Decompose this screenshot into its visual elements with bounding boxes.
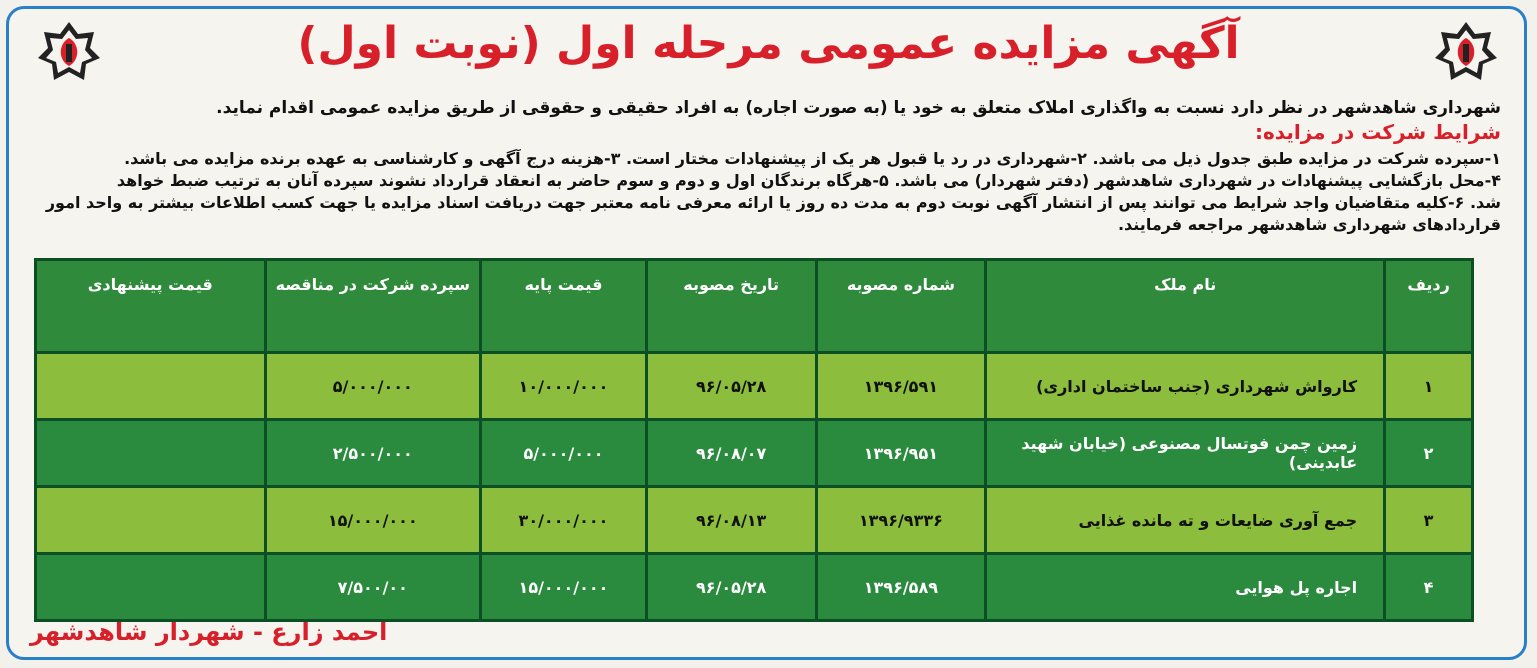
- table-row: [36, 353, 1473, 420]
- cell-deposit: ۵/۰۰۰/۰۰۰: [265, 353, 481, 420]
- header-base-price: قیمت پایه: [481, 260, 647, 353]
- cell-approval-number: ۱۳۹۶/۵۸۹: [816, 554, 986, 621]
- table-row: [36, 420, 1473, 487]
- cell-base-price: ۳۰/۰۰۰/۰۰۰: [481, 487, 647, 554]
- header-approval-number: شماره مصوبه: [816, 260, 986, 353]
- cell-approval-date: ۹۶/۰۸/۰۷: [646, 420, 816, 487]
- cell-offer-price: [36, 420, 266, 487]
- cell-deposit: ۱۵/۰۰۰/۰۰۰: [265, 487, 481, 554]
- cell-row-number: ۲: [1385, 420, 1473, 487]
- header-deposit: سپرده شرکت در مناقصه: [265, 260, 481, 353]
- auction-table: [34, 258, 1474, 622]
- cell-property-name: کارواش شهرداری (جنب ساختمان اداری): [986, 353, 1385, 420]
- condition-line: قراردادهای شهرداری شاهدشهر مراجعه فرمایند.: [1117, 215, 1501, 234]
- table-row: [36, 487, 1473, 554]
- cell-row-number: ۳: [1385, 487, 1473, 554]
- table-row: [36, 554, 1473, 621]
- conditions-heading: شرایط شرکت در مزایده:: [1254, 120, 1501, 144]
- cell-deposit: ۷/۵۰۰/۰۰: [265, 554, 481, 621]
- header-row-number: ردیف: [1385, 260, 1473, 353]
- condition-line: ۱-سپرده شرکت در مزایده طبق جدول ذیل می باشد. ۲-شهرداری در رد یا قبول هر یک از پیشنهادات مختار است. ۳-هزینه درج آگهی و کارشناسی به عهده برنده مزایده می باشد.: [124, 149, 1501, 168]
- cell-approval-number: ۱۳۹۶/۹۳۳۶: [816, 487, 986, 554]
- cell-offer-price: [36, 353, 266, 420]
- conditions-list: [36, 148, 1501, 236]
- table-header-row: [36, 260, 1473, 353]
- condition-line: شد. ۶-کلیه متقاضیان واجد شرایط می توانند پس از انتشار آگهی نوبت دوم به مدت ده روز یا ارائه معرفی نامه معتبر جهت دریافت اسناد مزایده یا جهت کسب اطلاعات بیشتر به واحد امور: [45, 193, 1501, 212]
- intro-text: شهرداری شاهدشهر در نظر دارد نسبت به واگذاری املاک متعلق به خود یا (به صورت اجاره) به افراد حقیقی و حقوقی از طریق مزایده عمومی اقدام نماید.: [216, 98, 1501, 118]
- cell-approval-number: ۱۳۹۶/۹۵۱: [816, 420, 986, 487]
- header-approval-date: تاریخ مصوبه: [646, 260, 816, 353]
- cell-row-number: ۴: [1385, 554, 1473, 621]
- cell-deposit: ۲/۵۰۰/۰۰۰: [265, 420, 481, 487]
- cell-approval-date: ۹۶/۰۸/۱۳: [646, 487, 816, 554]
- cell-row-number: ۱: [1385, 353, 1473, 420]
- header-property-name: نام ملک: [986, 260, 1385, 353]
- cell-offer-price: [36, 554, 266, 621]
- page-title: آگهی مزایده عمومی مرحله اول (نوبت اول): [297, 18, 1240, 69]
- cell-approval-date: ۹۶/۰۵/۲۸: [646, 554, 816, 621]
- header-offer-price: قیمت پیشنهادی: [36, 260, 266, 353]
- cell-property-name: زمین چمن فوتسال مصنوعی (خیابان شهید عابدینی): [986, 420, 1385, 487]
- cell-base-price: ۵/۰۰۰/۰۰۰: [481, 420, 647, 487]
- cell-property-name: جمع آوری ضایعات و ته مانده غذایی: [986, 487, 1385, 554]
- cell-offer-price: [36, 487, 266, 554]
- signature: احمد زارع - شهردار شاهدشهر: [30, 618, 388, 646]
- cell-base-price: ۱۰/۰۰۰/۰۰۰: [481, 353, 647, 420]
- cell-property-name: اجاره پل هوایی: [986, 554, 1385, 621]
- condition-line: ۴-محل بازگشایی پیشنهادات در شهرداری شاهدشهر (دفتر شهردار) می باشد. ۵-هرگاه برندگان اول و دوم و سوم حاضر به انعقاد قرارداد نشوند سپرده آنان به ترتیب ضبط خواهد: [116, 171, 1501, 190]
- cell-base-price: ۱۵/۰۰۰/۰۰۰: [481, 554, 647, 621]
- cell-approval-number: ۱۳۹۶/۵۹۱: [816, 353, 986, 420]
- cell-approval-date: ۹۶/۰۵/۲۸: [646, 353, 816, 420]
